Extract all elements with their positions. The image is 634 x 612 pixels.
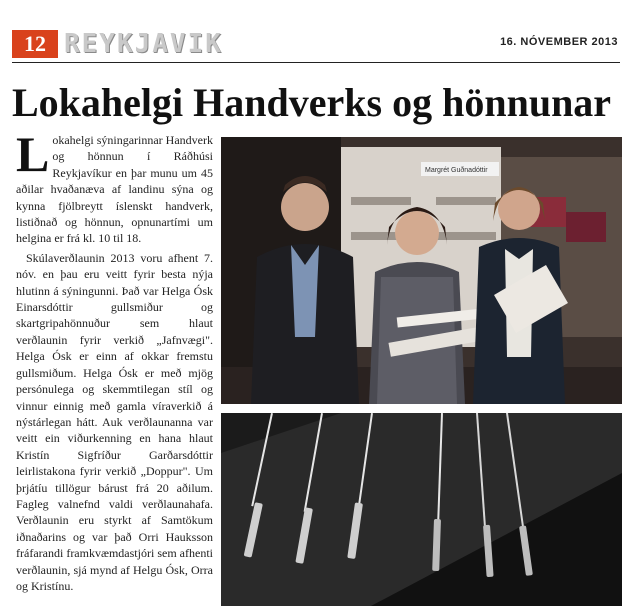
header-rule: [12, 62, 620, 63]
paragraph-1-text: okahelgi sýningarinnar Handverk og hönnun í Ráðhúsi Reykjavíkur en þar munu um 45 aðilar hvaðanæva af landinu sýna og kynna fjölbreytt íslenskt handverk, listiðnað og hönnun, opnunartími um helgina er frá kl. 10 til 18.: [16, 133, 213, 246]
award-photo: [221, 137, 622, 404]
headline: Lokahelgi Handverks og hönnunar: [12, 80, 612, 125]
jewelry-photo-illustration: [221, 413, 622, 606]
paragraph-2: Skúlaverðlaunin 2013 voru afhent 7. nóv. en þau eru veitt fyrir besta nýja hlutinn á sýningunni. Það var Helga Ósk Einarsdóttir gullsmiður og skartgripahönnuður sem hlaut verðlaunin fyrir verkið „Jafnvægi". Helga Ósk er einn af okkar fremstu gullsmiðum. Helga Ósk er með mjög persónulega og skemmtilegan stíl og vinnur einnig með gamla víraverkið á nýstárlegan hátt. Auk verðlaunanna var veitt ein viðurkenning en hana hlaut Kristín Sigfríður Garðarsdóttir leirlistakona fyrir verkið „Doppur". Um þrjátíu tillögur bárust frá 20 aðilum. Fagleg valnefnd valdi verðlaunahafa. Verðlaunin eru styrkt af Samtökum iðnaðarins og var það Orri Hauksson fráfarandi framkvæmdastjóri sem afhenti verðlaunin, sjá mynd af Helgu Ósk, Orra og Kristínu.: [16, 250, 213, 593]
paragraph-1: [16, 126, 213, 247]
page-number: 12: [12, 30, 58, 58]
booth-sign-text: Margrét Guðnadóttir: [425, 167, 488, 174]
drop-cap: L: [16, 126, 50, 182]
section-name: REYKJAVIK: [64, 29, 223, 59]
issue-date: 16. NÓVEMBER 2013: [500, 36, 618, 48]
award-photo-illustration: [221, 137, 622, 404]
jewelry-photo: [221, 413, 622, 606]
masthead: [12, 30, 620, 58]
article-body: [16, 126, 213, 597]
